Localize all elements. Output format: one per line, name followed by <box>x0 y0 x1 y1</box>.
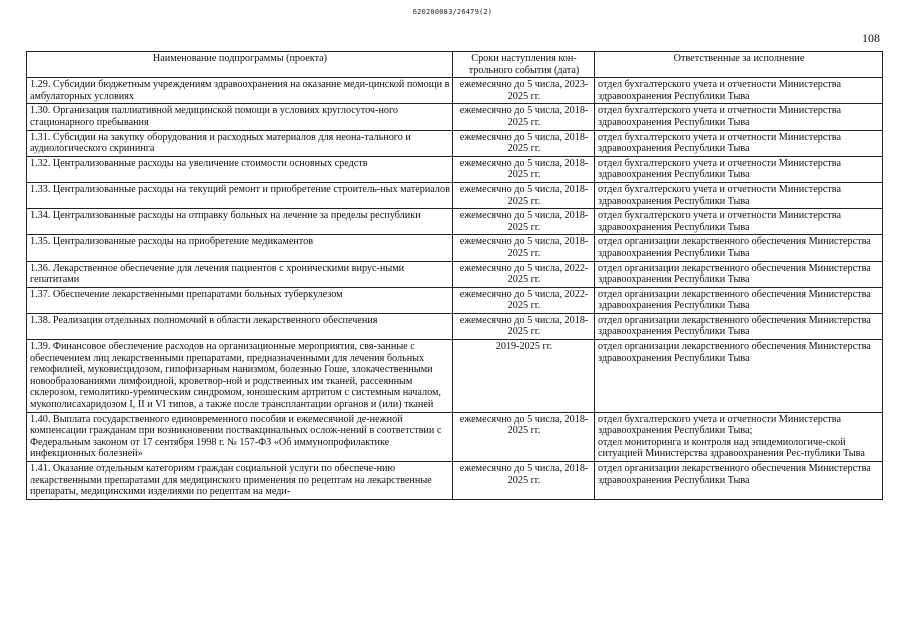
row-responsible: отдел организации лекарственного обеспечения Министерства здравоохранения Республики Тыва <box>595 287 883 313</box>
row-responsible: отдел организации лекарственного обеспечения Министерства здравоохранения Республики Тыва <box>595 313 883 339</box>
table-row <box>27 340 883 413</box>
row-name: 1.40. Выплата государственного единовременного пособия и ежемесячной де-нежной компенсации гражданам при возникновении поствакцинальных ослож-нений в соответствии с Федеральным законом от 17 сентября 1998 г. № 157-ФЗ «Об иммунопрофилактике инфекционных болезней» <box>27 412 453 461</box>
row-responsible: отдел организации лекарственного обеспечения Министерства здравоохранения Республики Тыва <box>595 235 883 261</box>
row-responsible: отдел организации лекарственного обеспечения Министерства здравоохранения Республики Тыва <box>595 261 883 287</box>
row-responsible: отдел бухгалтерского учета и отчетности Министерства здравоохранения Республики Тыва <box>595 156 883 182</box>
row-name: 1.37. Обеспечение лекарственными препаратами больных туберкулезом <box>27 287 453 313</box>
row-responsible: отдел бухгалтерского учета и отчетности Министерства здравоохранения Республики Тыва <box>595 104 883 130</box>
row-date: ежемесячно до 5 числа, 2018-2025 гг. <box>453 104 595 130</box>
row-name: 1.34. Централизованные расходы на отправку больных на лечение за пределы республики <box>27 209 453 235</box>
row-date: ежемесячно до 5 числа, 2018-2025 гг. <box>453 156 595 182</box>
table-row <box>27 287 883 313</box>
row-date: ежемесячно до 5 числа, 2023-2025 гг. <box>453 78 595 104</box>
row-responsible: отдел организации лекарственного обеспечения Министерства здравоохранения Республики Тыва <box>595 462 883 500</box>
row-responsible-secondary: отдел мониторинга и контроля над эпидемиологиче-ской ситуацией Министерства здравоохранения Рес-публики Тыва <box>598 436 865 460</box>
row-name: 1.29. Субсидии бюджетным учреждениям здравоохранения на оказание меди-цинской помощи в амбулаторных условиях <box>27 78 453 104</box>
row-date: ежемесячно до 5 числа, 2018-2025 гг. <box>453 412 595 461</box>
row-name: 1.35. Централизованные расходы на приобретение медикаментов <box>27 235 453 261</box>
row-responsible: отдел организации лекарственного обеспечения Министерства здравоохранения Республики Тыва <box>595 340 883 413</box>
row-name: 1.32. Централизованные расходы на увеличение стоимости основных средств <box>27 156 453 182</box>
row-responsible-primary: отдел бухгалтерского учета и отчетности Министерства здравоохранения Республики Тыва; <box>598 413 841 437</box>
row-date: ежемесячно до 5 числа, 2018-2025 гг. <box>453 209 595 235</box>
row-responsible: отдел бухгалтерского учета и отчетности Министерства здравоохранения Республики Тыва <box>595 209 883 235</box>
row-date: ежемесячно до 5 числа, 2018-2025 гг. <box>453 313 595 339</box>
table-row <box>27 130 883 156</box>
table-row <box>27 156 883 182</box>
row-responsible: отдел бухгалтерского учета и отчетности Министерства здравоохранения Республики Тыва <box>595 182 883 208</box>
table-row <box>27 462 883 500</box>
document-code: 620200083/26479(2) <box>412 8 493 16</box>
row-responsible: отдел бухгалтерского учета и отчетности Министерства здравоохранения Республики Тыва <box>595 130 883 156</box>
row-date: ежемесячно до 5 числа, 2018-2025 гг. <box>453 462 595 500</box>
row-date: ежемесячно до 5 числа, 2018-2025 гг. <box>453 235 595 261</box>
table-row <box>27 182 883 208</box>
table-header-row <box>27 52 883 78</box>
row-date: ежемесячно до 5 числа, 2018-2025 гг. <box>453 182 595 208</box>
row-name: 1.38. Реализация отдельных полномочий в области лекарственного обеспечения <box>27 313 453 339</box>
table-row <box>27 412 883 461</box>
row-name: 1.41. Оказание отдельным категориям граждан социальной услуги по обеспече-нию лекарственными препаратами для медицинского применения по рецептам на лекарственные препараты, медицинскими изделиями по рецептам на меди- <box>27 462 453 500</box>
row-name: 1.30. Организация паллиативной медицинской помощи в условиях круглосуточ-ного стационарного пребывания <box>27 104 453 130</box>
page-number: 108 <box>862 31 880 45</box>
row-name: 1.31. Субсидии на закупку оборудования и расходных материалов для неона-тального и аудиологического скрининга <box>27 130 453 156</box>
row-responsible <box>595 412 883 461</box>
row-date: ежемесячно до 5 числа, 2022-2025 гг. <box>453 287 595 313</box>
header-responsible: Ответственные за исполнение <box>595 52 883 78</box>
header-control-date: Сроки наступления кон-трольного события (дата) <box>453 52 595 78</box>
table-row <box>27 313 883 339</box>
row-name: 1.39. Финансовое обеспечение расходов на организационные мероприятия, свя-занные с обеспечением лиц лекарственными препаратами, предназначенными для лечения больных гемофилией, муковисцидозом, гипофизарным нанизмом, болезнью Гоше, злокачественными новообразованиями лимфоидной, кроветвор-ной и родственных им тканей, рассеянным склерозом, гемолитико-уремическим синдромом, юношеским артритом с системным началом, мукополисахаридозом I, II и VI типов, а также после трансплантации органов и (или) тканей <box>27 340 453 413</box>
control-events-table <box>26 51 883 500</box>
row-date: ежемесячно до 5 числа, 2018-2025 гг. <box>453 130 595 156</box>
header-subprogram-name: Наименование подпрограммы (проекта) <box>27 52 453 78</box>
row-date: ежемесячно до 5 числа, 2022-2025 гг. <box>453 261 595 287</box>
row-responsible: отдел бухгалтерского учета и отчетности Министерства здравоохранения Республики Тыва <box>595 78 883 104</box>
row-name: 1.36. Лекарственное обеспечение для лечения пациентов с хроническими вирус-ными гепатитами <box>27 261 453 287</box>
table-row <box>27 78 883 104</box>
row-name: 1.33. Централизованные расходы на текущий ремонт и приобретение строитель-ных материалов <box>27 182 453 208</box>
table-row <box>27 104 883 130</box>
row-date: 2019-2025 гг. <box>453 340 595 413</box>
table-row <box>27 235 883 261</box>
table-row <box>27 261 883 287</box>
table-row <box>27 209 883 235</box>
